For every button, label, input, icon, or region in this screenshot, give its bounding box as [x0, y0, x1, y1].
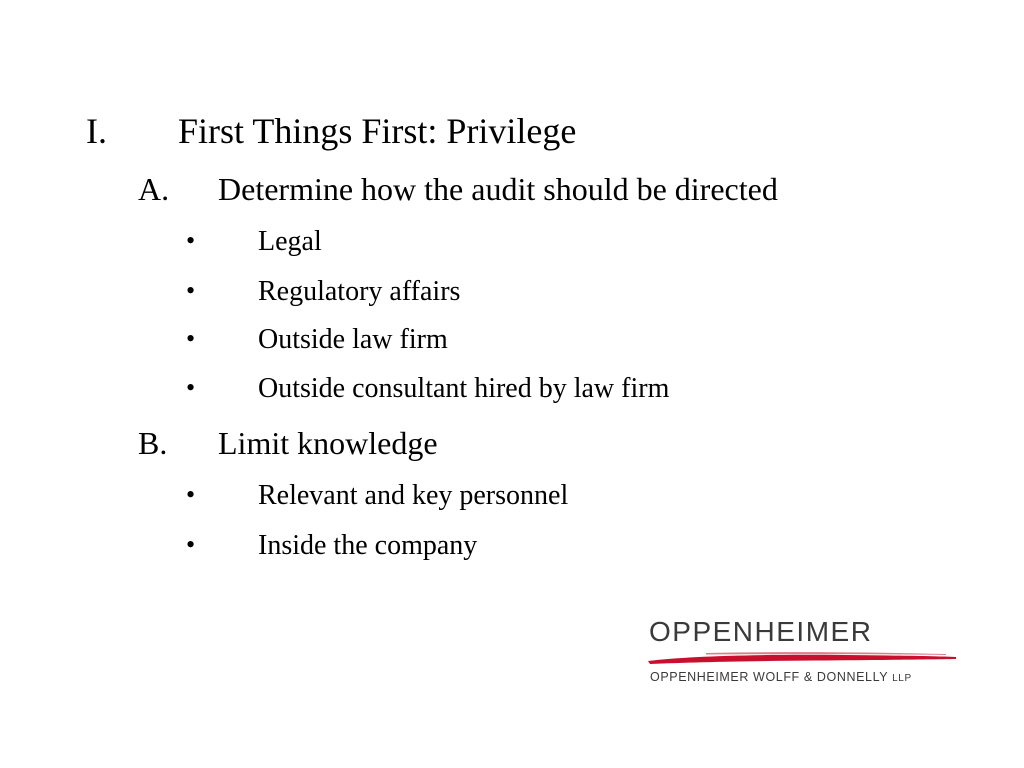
logo-subtitle-text: OPPENHEIMER WOLFF & DONNELLY [650, 670, 889, 684]
bullet-text: Relevant and key personnel [258, 480, 569, 511]
bullet-item [0, 532, 1024, 564]
bullet-icon: • [186, 324, 196, 353]
bullet-icon: • [186, 226, 196, 255]
bullet-text: Inside the company [258, 530, 478, 561]
bullet-icon: • [186, 373, 196, 402]
bullet-icon: • [186, 480, 196, 509]
bullet-text: Regulatory affairs [258, 276, 461, 307]
subsection-marker: A. [138, 171, 170, 207]
bullet-text: Legal [258, 226, 322, 257]
subsection-marker: B. [138, 425, 168, 461]
firm-logo [640, 612, 960, 692]
subsection-heading-b [0, 427, 1024, 463]
bullet-item [0, 278, 1024, 310]
bullet-text: Outside law firm [258, 324, 448, 355]
logo-subtitle [650, 671, 912, 684]
bullet-icon: • [186, 530, 196, 559]
subsection-heading-a [0, 173, 1024, 209]
bullet-text: Outside consultant hired by law firm [258, 373, 670, 404]
bullet-item [0, 326, 1024, 358]
bullet-item [0, 228, 1024, 260]
logo-swoosh-icon [646, 648, 958, 666]
logo-wordmark: OPPENHEIMER [649, 616, 873, 647]
section-heading [0, 113, 1024, 153]
section-title: First Things First: Privilege [178, 111, 577, 151]
bullet-item [0, 482, 1024, 514]
logo-suffix: LLP [892, 673, 912, 684]
bullet-icon: • [186, 276, 196, 305]
subsection-title: Limit knowledge [218, 425, 438, 461]
subsection-title: Determine how the audit should be directed [218, 171, 778, 207]
section-marker: I. [86, 111, 107, 151]
bullet-item [0, 375, 1024, 407]
